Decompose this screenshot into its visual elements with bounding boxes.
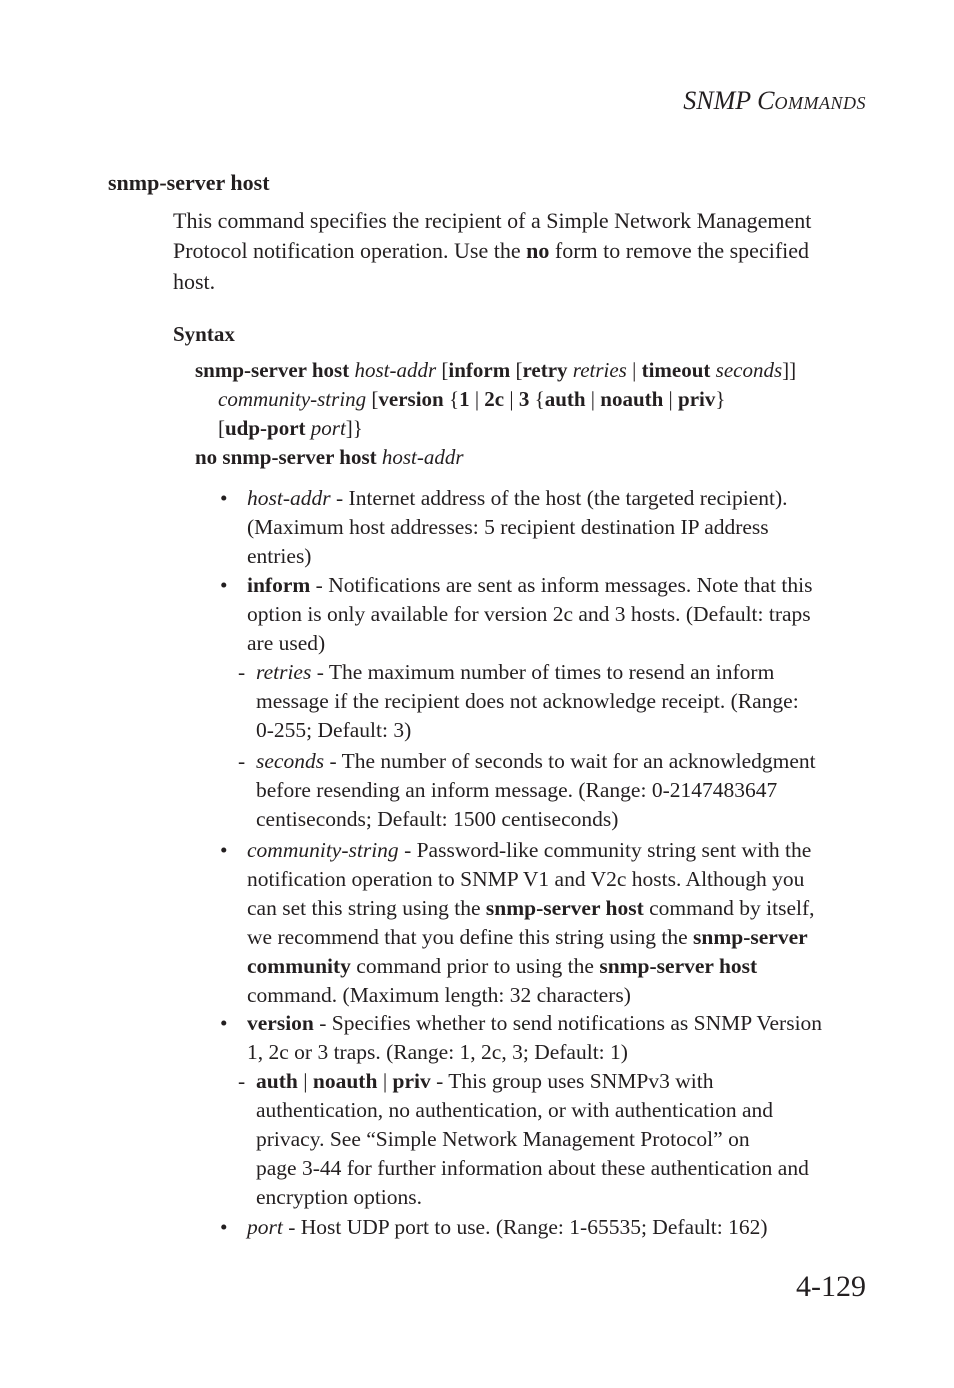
intro-line-2: Protocol notification operation. Use the no form to remove the specified (173, 238, 810, 263)
text-run: priv (392, 1069, 431, 1093)
text-run: auth (544, 387, 586, 411)
text-run: } (715, 387, 726, 411)
text-run: command by itself, (643, 896, 815, 920)
text-run: we recommend that you define this string using the (247, 925, 694, 949)
text-run: page 3-44 for further information about these authentication and (256, 1156, 809, 1180)
text-run: can set this string using the (247, 896, 486, 920)
text-run: | (469, 387, 485, 411)
text-run: version (378, 387, 444, 411)
bullet-b5-line (247, 1215, 768, 1240)
text-run: { (529, 387, 545, 411)
text-run: ]] (782, 358, 797, 382)
sub-item-d3-line (256, 1185, 422, 1210)
running-header: SNMP COMMANDS (683, 86, 866, 115)
text-run: timeout (641, 358, 711, 382)
text-run: priv (678, 387, 716, 411)
text-run: { (443, 387, 460, 411)
text-run: are used) (247, 631, 326, 655)
text-run: - Notifications are sent as inform messages. Note that this (310, 573, 813, 597)
text-run: [ (366, 387, 379, 411)
bullet-b1-line (247, 544, 311, 569)
bullet-b3-line (247, 867, 804, 892)
text-run: - Password-like community string sent with the (398, 838, 812, 862)
syntax-line-1 (195, 358, 796, 383)
text-run: udp-port (225, 416, 306, 440)
text-run: auth (256, 1069, 298, 1093)
text-run: community-string (247, 838, 399, 862)
intro-line-3: host. (173, 269, 216, 294)
text-run: [ (218, 416, 225, 440)
text-run: entries) (247, 544, 312, 568)
text-run: - The maximum number of times to resend an inform (311, 660, 775, 684)
text-run: inform (448, 358, 511, 382)
text-run: | (585, 387, 601, 411)
intro-line-1: This command specifies the recipient of a Simple Network Management (173, 208, 812, 233)
text-run: | (297, 1069, 313, 1093)
text-run: 3 (518, 387, 530, 411)
sub-item-d3-line (256, 1098, 773, 1123)
text-run: host-addr (354, 358, 437, 382)
sub-item-d1-line (256, 689, 799, 714)
bullet-marker: • (220, 838, 228, 862)
bullet-b2-line (247, 573, 812, 598)
text-run: snmp-server host (195, 358, 355, 382)
bullet-b1-line (247, 515, 769, 540)
sub-item-d2-line (256, 749, 816, 774)
dash-marker: - (238, 1069, 246, 1093)
syntax-line-4 (195, 445, 464, 470)
text-run: notification operation to SNMP V1 and V2c hosts. Although you (247, 867, 805, 891)
sub-item-d2-line (256, 778, 777, 803)
text-run: snmp-server host (599, 954, 758, 978)
text-run: privacy. See “Simple Network Management Protocol” on (256, 1127, 750, 1151)
text-run: port (247, 1215, 283, 1239)
text-run: host-addr (247, 486, 331, 510)
text-run: centiseconds; Default: 1500 centiseconds) (256, 807, 619, 831)
text-run: | (626, 358, 642, 382)
text-run: retries (572, 358, 627, 382)
text-run: community-string (218, 387, 367, 411)
sub-item-d2-line (256, 807, 618, 832)
text-run: snmp-server host (485, 896, 644, 920)
syntax-line-3 (218, 416, 363, 441)
sub-item-d1-line (256, 660, 774, 685)
text-run: inform (247, 573, 311, 597)
text-run: option is only available for version 2c and 3 hosts. (Default: traps (247, 602, 811, 626)
bullet-marker: • (220, 1011, 228, 1035)
section-title: snmp-server host (108, 170, 270, 195)
text-run: command prior to using the (350, 954, 600, 978)
text-run: (Maximum host addresses: 5 recipient destination IP address (247, 515, 769, 539)
text-run: 1 (459, 387, 470, 411)
text-run: authentication, no authentication, or with authentication and (256, 1098, 774, 1122)
bullet-b3-line (247, 838, 811, 863)
bullet-b3-line (247, 954, 757, 979)
bullet-b3-line (247, 896, 815, 921)
text-run: 1, 2c or 3 traps. (Range: 1, 2c, 3; Default: 1) (247, 1040, 628, 1064)
bullet-b2-line (247, 631, 325, 656)
dash-marker: - (238, 749, 246, 773)
bullet-marker: • (220, 1215, 228, 1239)
dash-marker: - (238, 660, 246, 684)
text-run: noauth (600, 387, 664, 411)
text-run: | (377, 1069, 393, 1093)
bullet-marker: • (220, 486, 228, 510)
text-run: - The number of seconds to wait for an acknowledgment (324, 749, 816, 773)
text-run: 2c (484, 387, 505, 411)
text-run: - Internet address of the host (the targeted recipient). (330, 486, 788, 510)
text-run: - Host UDP port to use. (Range: 1-65535; Default: 162) (282, 1215, 768, 1239)
text-run: message if the recipient does not acknowledge receipt. (Range: (256, 689, 799, 713)
text-run: | (663, 387, 679, 411)
text-run: ]} (345, 416, 363, 440)
sub-item-d3-line (256, 1069, 713, 1094)
bullet-b4-line (247, 1040, 628, 1065)
syntax-line-2 (218, 387, 725, 412)
text-run: host-addr (381, 445, 464, 469)
text-run: [ (510, 358, 523, 382)
text-run: encryption options. (256, 1185, 423, 1209)
text-run: version (247, 1011, 314, 1035)
text-run: community (247, 954, 351, 978)
bullet-b3-line (247, 925, 808, 950)
text-run: retries (256, 660, 312, 684)
text-run: command. (Maximum length: 32 characters) (247, 983, 631, 1007)
bullet-marker: • (220, 573, 228, 597)
text-run: noauth (312, 1069, 378, 1093)
text-run: [ (436, 358, 449, 382)
bullet-b1-line (247, 486, 788, 511)
text-run: - This group uses SNMPv3 with (430, 1069, 714, 1093)
text-run: before resending an inform message. (Range: 0-2147483647 (256, 778, 778, 802)
bullet-b2-line (247, 602, 811, 627)
text-run: retry (522, 358, 568, 382)
bullet-b3-line (247, 983, 631, 1008)
bullet-b4-line (247, 1011, 822, 1036)
text-run: port (310, 416, 346, 440)
sub-item-d3-line (256, 1156, 809, 1181)
text-run: seconds (256, 749, 325, 773)
page-number: 4-129 (796, 1270, 866, 1303)
text-run: no snmp-server host (195, 445, 382, 469)
sub-item-d1-line (256, 718, 411, 743)
text-run: seconds (715, 358, 783, 382)
text-run: 0-255; Default: 3) (256, 718, 412, 742)
text-run: snmp-server (693, 925, 808, 949)
text-run: - Specifies whether to send notifications as SNMP Version (313, 1011, 823, 1035)
text-run: | (504, 387, 519, 411)
sub-item-d3-line (256, 1127, 750, 1152)
syntax-heading: Syntax (173, 322, 235, 346)
